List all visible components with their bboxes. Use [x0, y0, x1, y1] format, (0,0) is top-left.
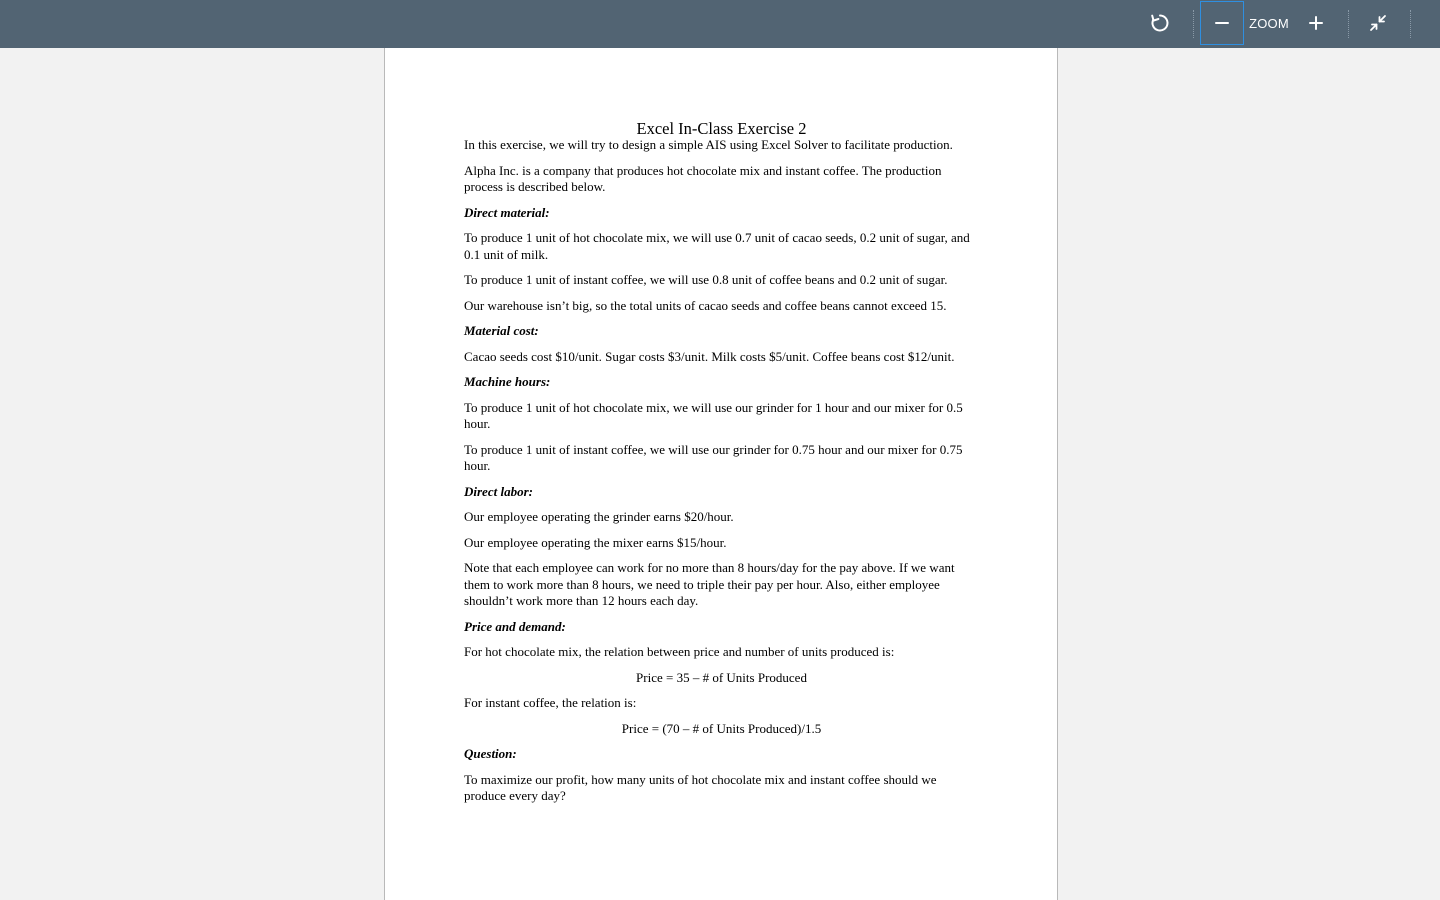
viewer-toolbar: [0, 0, 1440, 48]
body-paragraph: Our employee operating the grinder earns $20/hour.: [464, 509, 734, 524]
section-heading: Direct labor:: [464, 483, 533, 499]
minus-icon: [1214, 15, 1230, 31]
zoom-in-button[interactable]: [1294, 1, 1338, 45]
zoom-label: ZOOM: [1249, 16, 1289, 31]
collapse-icon: [1368, 13, 1388, 33]
toolbar-divider: [1410, 10, 1411, 38]
section-heading: Price and demand:: [464, 618, 566, 634]
zoom-out-button[interactable]: [1200, 1, 1244, 45]
document-page: [384, 48, 1058, 900]
body-paragraph: For instant coffee, the relation is:: [464, 695, 637, 710]
body-paragraph: Our employee operating the mixer earns $15/hour.: [464, 534, 727, 550]
section-heading: Direct material:: [464, 204, 550, 220]
rotate-button[interactable]: [1138, 1, 1182, 45]
toolbar-divider: [1348, 10, 1349, 38]
body-paragraph: To produce 1 unit of hot chocolate mix, we will use our grinder for 1 hour and our mixer for 0.5 hour.: [464, 399, 963, 431]
body-paragraph: In this exercise, we will try to design a simple AIS using Excel Solver to facilitate production.: [464, 137, 953, 152]
body-paragraph: For hot chocolate mix, the relation between price and number of units produced is:: [464, 644, 895, 659]
document-body: [464, 137, 979, 805]
rotate-icon: [1149, 12, 1171, 34]
formula-line: Price = 35 – # of Units Produced: [636, 669, 807, 685]
exit-fullscreen-button[interactable]: [1356, 1, 1400, 45]
plus-icon: [1308, 15, 1324, 31]
toolbar-divider: [1193, 10, 1194, 38]
body-paragraph: To produce 1 unit of instant coffee, we will use our grinder for 0.75 hour and our mixer for 0.75 hour.: [464, 441, 963, 473]
formula-line: Price = (70 – # of Units Produced)/1.5: [621, 720, 822, 736]
body-paragraph: Alpha Inc. is a company that produces hot chocolate mix and instant coffee. The production process is described below.: [464, 162, 942, 194]
document-content: [464, 119, 979, 814]
body-paragraph: To produce 1 unit of instant coffee, we will use 0.8 unit of coffee beans and 0.2 unit of sugar.: [464, 272, 948, 287]
body-paragraph: Our warehouse isn’t big, so the total units of cacao seeds and coffee beans cannot exceed 15.: [464, 297, 947, 313]
body-paragraph: To maximize our profit, how many units of hot chocolate mix and instant coffee should we produce every day?: [464, 771, 937, 803]
body-paragraph: Cacao seeds cost $10/unit. Sugar costs $3/unit. Milk costs $5/unit. Coffee beans cost $12/unit.: [464, 348, 955, 364]
document-title: Excel In-Class Exercise 2: [636, 119, 807, 138]
section-heading: Material cost:: [464, 323, 539, 338]
body-paragraph: To produce 1 unit of hot chocolate mix, we will use 0.7 unit of cacao seeds, 0.2 unit of sugar, and 0.1 unit of milk.: [464, 230, 970, 262]
body-paragraph: Note that each employee can work for no more than 8 hours/day for the pay above. If we want them to work more than 8 hours, we need to triple their pay per hour. Also, either employee shouldn’t work more than 12 hours each day.: [464, 560, 955, 608]
section-heading: Question:: [464, 746, 517, 761]
section-heading: Machine hours:: [464, 374, 551, 389]
